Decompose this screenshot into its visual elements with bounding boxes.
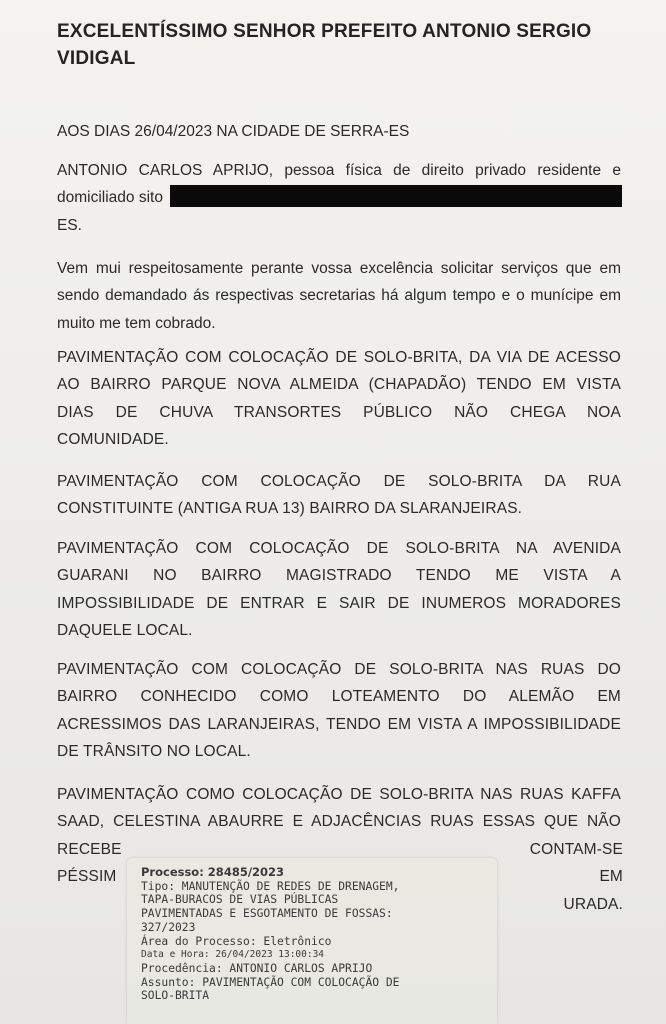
item-1-line: COMUNIDADE. xyxy=(57,430,169,448)
item-3-line: DAQUELE LOCAL. xyxy=(57,621,193,639)
intro-line-1: ANTONIO CARLOS APRIJO, pessoa física de direito privado residente e xyxy=(57,162,621,179)
stamp-tipo-line: Tipo: MANUTENÇÃO DE REDES DE DRENAGEM, xyxy=(141,879,400,893)
item-2-line: CONSTITUINTE (ANTIGA RUA 13) BAIRRO DA SLARANJEIRAS. xyxy=(57,500,523,518)
item-5-line: RECEBE xyxy=(57,840,122,858)
request-line-2: sendo demandado ás respectivas secretarias há algum tempo e o munícipe em xyxy=(57,287,621,305)
stamp-procedencia: Procedência: ANTONIO CARLOS APRIJO xyxy=(141,961,373,975)
intro-line-3: ES. xyxy=(57,216,82,234)
item-4 xyxy=(57,656,621,765)
item-1-line: PAVIMENTAÇÃO COM COLOCAÇÃO DE SOLO-BRITA, DA VIA DE ACESSO xyxy=(57,349,621,366)
item-5-line: PÉSSIM xyxy=(57,867,117,885)
stamp-assunto-line: SOLO-BRITA xyxy=(141,989,210,1003)
item-1 xyxy=(57,344,621,453)
item-4-line: DE TRÂNSITO NO LOCAL. xyxy=(57,742,251,760)
item-1-line: DIAS DE CHUVA TRANSORTES PÚBLICO NÃO CHEGA NOA xyxy=(57,403,621,421)
intro-line-2: domiciliado sito xyxy=(57,189,163,207)
item-3-line: PAVIMENTAÇÃO COM COLOCAÇÃO DE SOLO-BRITA NA AVENIDA xyxy=(57,540,621,557)
item-5-tail-line: CONTAM-SE EM xyxy=(529,841,623,886)
item-5-tail xyxy=(503,836,623,918)
date-line xyxy=(57,118,621,145)
item-4-line: PAVIMENTAÇÃO COM COLOCAÇÃO DE SOLO-BRITA NAS RUAS DO xyxy=(57,661,621,678)
item-3-line: GUARANI NO BAIRRO MAGISTRADO TENDO ME VISTA A xyxy=(57,567,621,585)
item-2 xyxy=(57,468,621,523)
item-3 xyxy=(57,535,621,644)
redacted-address xyxy=(170,185,622,207)
request-line-3: muito me tem cobrado. xyxy=(57,314,216,332)
item-2-line: PAVIMENTAÇÃO COM COLOCAÇÃO DE SOLO-BRITA DA RUA xyxy=(57,473,621,490)
document-title: EXCELENTÍSSIMO SENHOR PREFEITO ANTONIO SERGIO VIDIGAL xyxy=(57,21,592,69)
stamp-assunto-line: Assunto: PAVIMENTAÇÃO COM COLOCAÇÃO DE xyxy=(141,975,400,989)
stamp-processo: Processo: 28485/2023 xyxy=(141,865,285,879)
stamp-data-hora: Data e Hora: 26/04/2023 13:00:34 xyxy=(141,949,325,961)
item-4-line: BAIRRO CONHECIDO COMO LOTEAMENTO DO ALEMÃO EM xyxy=(57,688,621,706)
item-5-line: PAVIMENTAÇÃO COMO COLOCAÇÃO DE SOLO-BRITA NAS RUAS KAFFA xyxy=(57,786,621,803)
item-4-line: ACRESSIMOS DAS LARANJEIRAS, TENDO EM VISTA A IMPOSSIBILIDADE xyxy=(57,715,621,733)
stamp-tipo-line: TAPA-BURACOS DE VIAS PÚBLICAS xyxy=(141,893,339,907)
stamp-area: Área do Processo: Eletrônico xyxy=(141,934,332,948)
date-line-text: AOS DIAS 26/04/2023 NA CIDADE DE SERRA-ES xyxy=(57,123,410,140)
item-1-line: AO BAIRRO PARQUE NOVA ALMEIDA (CHAPADÃO) TENDO EM VISTA xyxy=(57,376,621,394)
item-5-tail-line: URADA. xyxy=(563,895,623,913)
stamp-tipo-line: PAVIMENTADAS E ESGOTAMENTO DE FOSSAS: xyxy=(141,907,393,921)
item-3-line: IMPOSSIBILIDADE DE ENTRAR E SAIR DE INUMEROS MORADORES xyxy=(57,594,621,612)
request-paragraph xyxy=(57,255,621,337)
item-5-line: SAAD, CELESTINA ABAURRE E ADJACÊNCIAS RUAS ESSAS QUE NÃO xyxy=(57,813,621,831)
request-line-1: Vem mui respeitosamente perante vossa excelência solicitar serviços que em xyxy=(57,260,621,277)
stamp-tipo-line: 327/2023 xyxy=(141,920,196,934)
protocol-stamp xyxy=(127,858,497,1024)
